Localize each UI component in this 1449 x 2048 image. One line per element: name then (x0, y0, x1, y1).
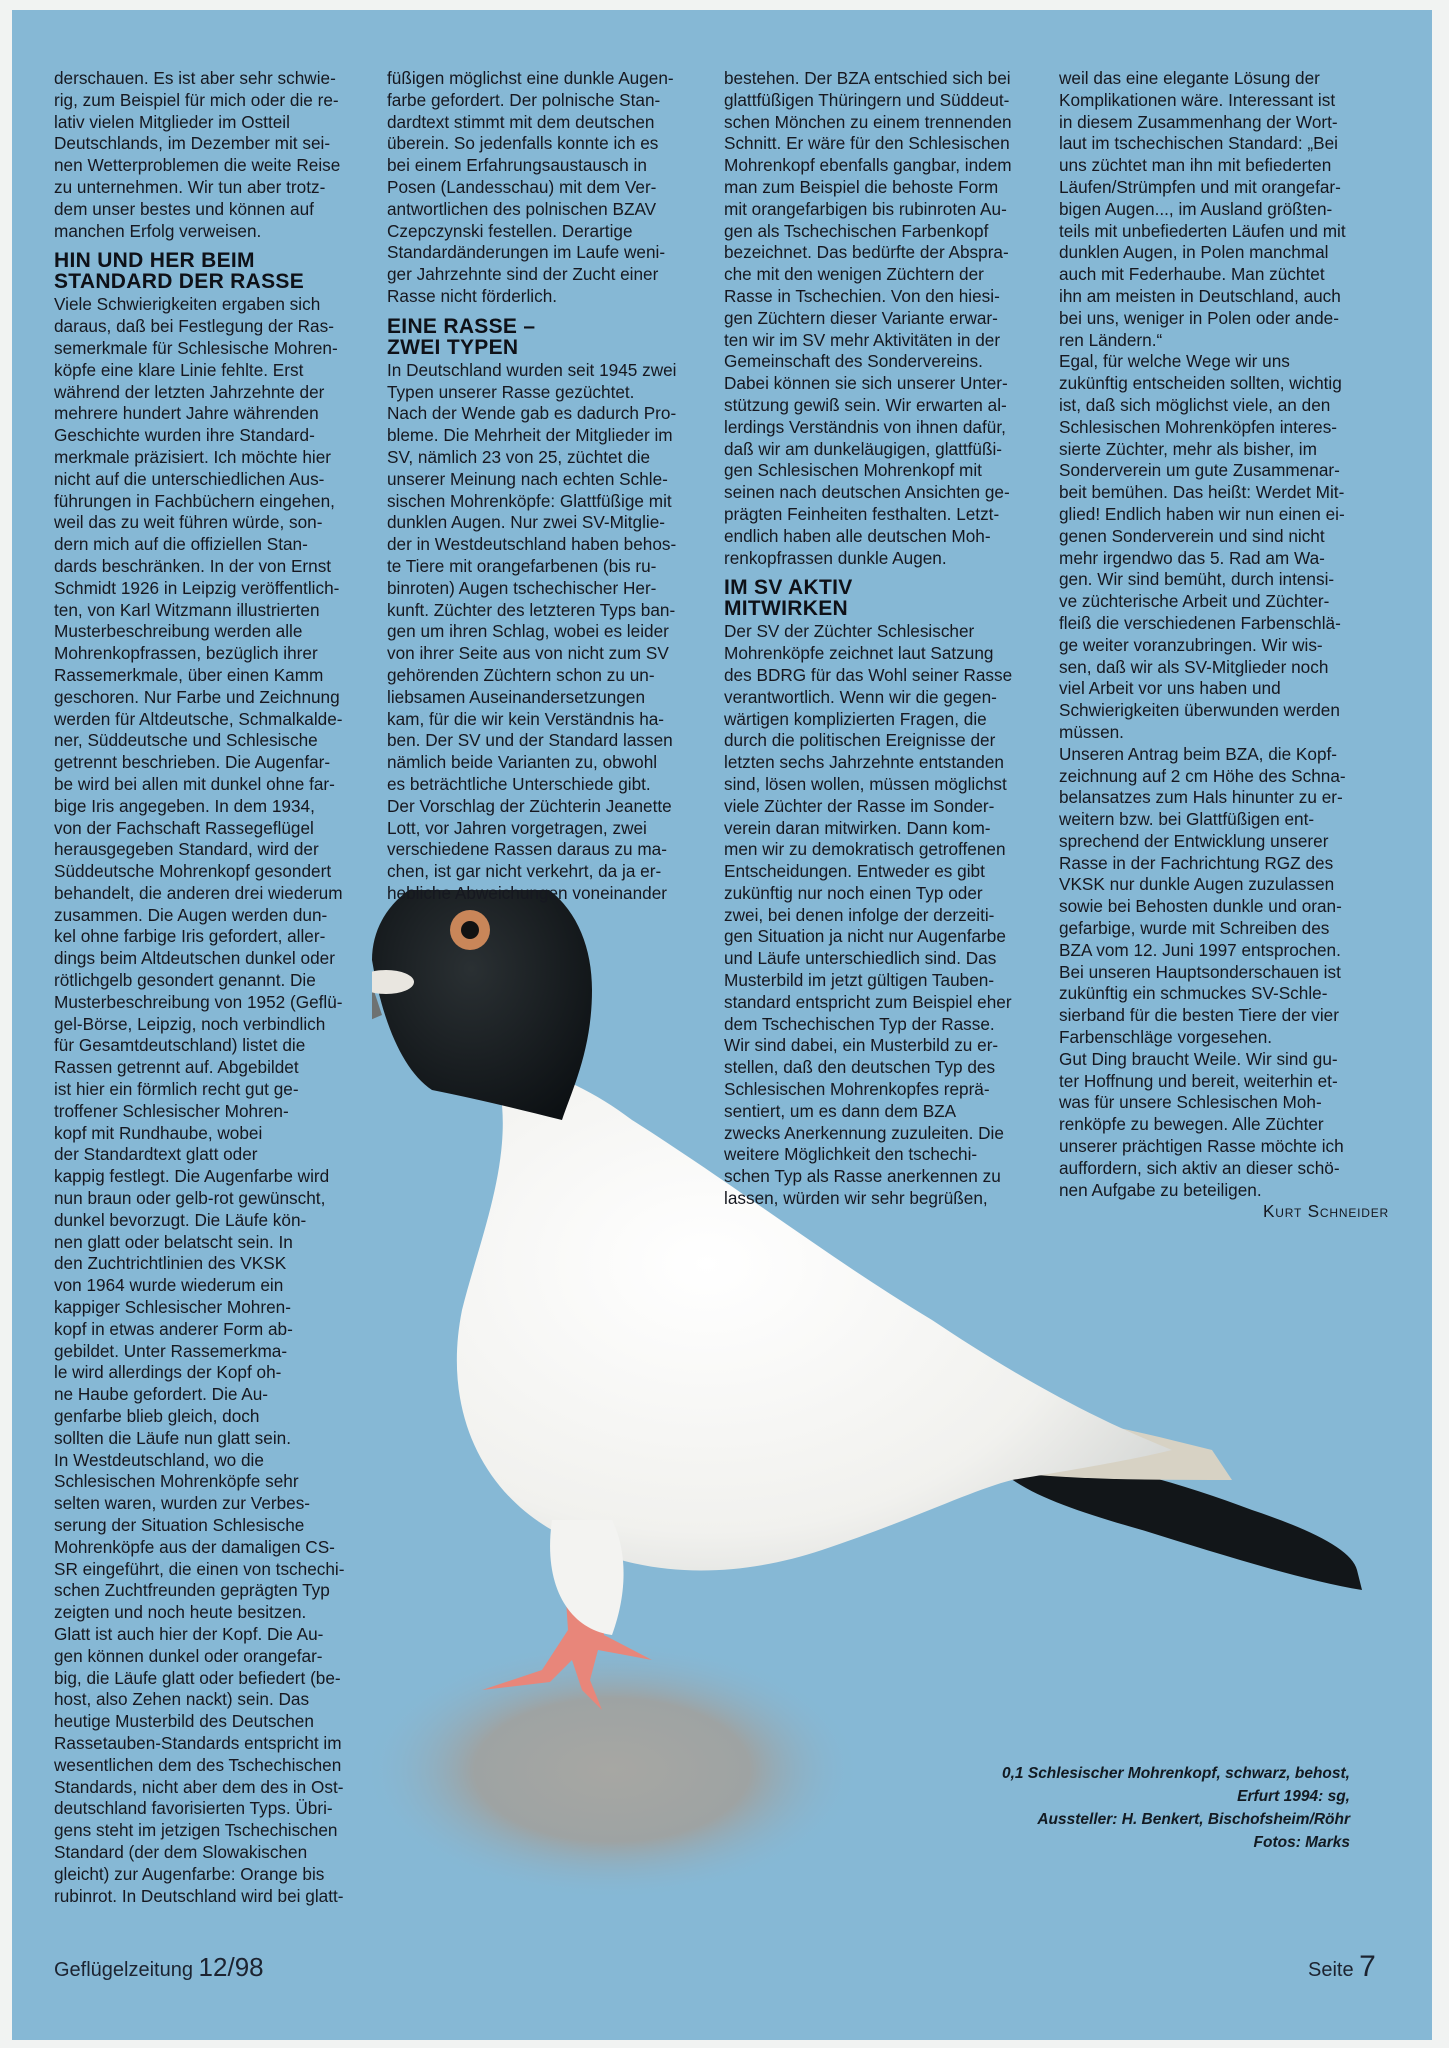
column-3-body: Der SV der Züchter Schlesischer Mohrenköpfe zeichnet laut Satzung des BDRG für das Wohl seiner Rasse verantwortlich. Wenn wir die gegen- wärtigen komplizierten Fragen, die durch die politischen Ereignisse der letzten sechs Jahrzehnte entstanden sind, lösen wollen, müssen möglichst viele Züchter der Rasse im Sonder- verein daran mitwirken. Dann kom- men wir zu demokratisch getroffenen Entscheidungen. Entweder es gibt zukünftig nur noch einen Typ oder zwei, bei denen infolge der derzeiti- gen Situation ja nicht nur Augenfarbe und Läufe unterschiedlich sind. Das Musterbild im jetzt gültigen Tauben- standard entspricht zum Beispiel eher dem Tschechischen Typ der Rasse. Wir sind dabei, ein Musterbild zu er- stellen, daß den deutschen Typ des Schlesischen Mohrenkopfes reprä- sentiert, um es dann dem BZA zwecks Anerkennung zuzuleiten. Die weitere Möglichkeit den tschechi- schen Typ als Rasse anerkennen zu lassen, würden wir sehr begrüßen, (724, 621, 1013, 1209)
column-4-body: weil das eine elegante Lösung der Komplikationen wäre. Interessant ist in diesem Zusammenhang der Wort- laut im tschechischen Standard: „Bei uns züchtet man ihn mit befiederten Läufen/Strümpfen und mit orangefar- bigen Augen..., im Ausland größten- teils mit unbefiederten Läufen und mit dunklen Augen, in Polen manchmal auch mit Federhaube. Man züchtet ihn am meisten in Deutschland, auch bei uns, weniger in Polen oder ande- ren Ländern.“ Egal, für welche Wege wir uns zukünftig entscheiden sollten, wichtig ist, daß sich möglichst viele, an den Schlesischen Mohrenköpfen interes- sierte Züchter, mehr als bisher, im Sonderverein um gute Zusammenar- beit bemühen. Das heißt: Werdet Mit- glied! Endlich haben wir nun einen ei- genen Sonderverein und sind nicht mehr irgendwo das 5. Rad am Wa- gen. Wir sind bemüht, durch intensi- ve züchterische Arbeit und Züchter- fleiß die verschiedenen Farbenschlä- ge weiter voranzubringen. Wir wis- sen, daß wir als SV-Mitglieder noch viel Arbeit vor uns haben und Schwierigkeiten überwunden werden müssen. Unseren Antrag beim BZA, die Kopf- zeichnung auf 2 cm Höhe des Schna- belansatzes zum Hals hinunter zu er- weitern bzw. bei Glattfüßigen ent- sprechend der Entwicklung unserer Rasse in der Fachrichtung RGZ des VKSK nur dunkle Augen zuzulassen sowie bei Behosten dunkle und oran- gefarbige, wurde mit Schreiben des BZA vom 12. Juni 1997 entsprochen. Bei unseren Hauptsonderschauen ist zukünftig ein schmuckes SV-Schle- sierband für die besten Tiere der vier Farbenschläge vorgesehen. Gut Ding braucht Weile. Wir sind gu- ter Hoffnung und bereit, weiterhin et- was für unsere Schlesischen Moh- renköpfe zu bewegen. Alle Züchter unserer prächtigen Rasse möchte ich auffordern, sich aktiv an dieser schö- nen Aufgabe zu beteiligen. (1059, 68, 1346, 1200)
magazine-name: Geflügelzeitung (54, 1959, 193, 1981)
column-1-intro: derschauen. Es ist aber sehr schwie- rig, zum Beispiel für mich oder die re- lativ vielen Mitglieder im Ostteil Deutschlands, im Dezember mit sei- nen Wetterproblemen die weite Reise zu unternehmen. Wir tun aber trotz- dem unser bestes und können auf manchen Erfolg verweisen. (54, 68, 341, 241)
leg-feathers (550, 1520, 623, 1635)
page-label: Seite (1308, 1959, 1354, 1981)
ground-shadow (372, 1640, 862, 1900)
photo-caption: 0,1 Schlesischer Mohrenkopf, schwarz, behost, Erfurt 1994: sg, Aussteller: H. Benkert, Bischofsheim/Röhr Fotos: Marks (1002, 1765, 1350, 1851)
issue-number: 12/98 (198, 1952, 264, 1982)
section-heading-standard: HIN UND HER BEIM STANDARD DER RASSE (54, 249, 305, 294)
column-2 (387, 68, 707, 905)
magazine-footer (54, 1952, 264, 1983)
column-1 (54, 68, 372, 1907)
page-number: 7 (1359, 1950, 1376, 1983)
author-name: Kurt Schneider (1262, 1201, 1389, 1222)
column-2-body: In Deutschland wurden seit 1945 zwei Typen unserer Rasse gezüchtet. Nach der Wende gab es dadurch Pro- bleme. Die Mehrheit der Mitglieder im SV, nämlich 23 von 25, züchtet die unserer Meinung nach echten Schle- sischen Mohrenköpfe: Glattfüßige mit dunklen Augen. Nur zwei SV-Mitglie- der in Westdeutschland haben behos- te Tiere mit orangefarbenen (bis ru- binroten) Augen tschechischer Her- kunft. Züchter des letzteren Typs ban- gen um ihren Schlag, wobei es leider von ihrer Seite aus von nicht zum SV gehörenden Züchtern schon zu un- liebsamen Auseinandersetzungen kam, für die wir kein Verständnis ha- ben. Der SV und der Standard lassen nämlich beide Varianten zu, obwohl es beträchtliche Unterschiede gibt. Der Vorschlag der Züchterin Jeanette Lott, vor Jahren vorgetragen, zwei verschiedene Rassen daraus zu ma- chen, ist gar nicht verkehrt, da ja er- hebliche Abweichungen voneinander (387, 359, 677, 903)
column-3 (724, 68, 1046, 1210)
column-3-intro: bestehen. Der BZA entschied sich bei glattfüßigen Thüringern und Süddeut- schen Mönchen zu einem trennenden Schnitt. Er wäre für den Schlesischen Mohrenkopf ebenfalls gangbar, indem man zum Beispiel die behoste Form mit orangefarbigen bis rubinroten Au- gen als Tschechischen Farbenkopf bezeichnet. Das bedürfte der Abspra- che mit den wenigen Züchtern der Rasse in Tschechien. Von den hiesi- gen Züchtern dieser Variante erwar- ten wir im SV mehr Aktivitäten in der Gemeinschaft des Sondervereins. Dabei können sie sich unserer Unter- stützung gewiß sein. Wir erwarten al- lerdings Verständnis von ihnen dafür, daß wir am dunkeläugigen, glattfüßi- gen Schlesischen Mohrenkopf mit seinen nach deutschen Ansichten ge- prägten Feinheiten festhalten. Letzt- endlich haben alle deutschen Moh- renkopfrassen dunkle Augen. (724, 68, 1012, 568)
section-heading-two-types: EINE RASSE – ZWEI TYPEN (387, 314, 536, 359)
column-4 (1059, 68, 1389, 1223)
page-footer (1308, 1950, 1376, 1984)
column-2-intro: füßigen möglichst eine dunkle Augen- farbe gefordert. Der polnische Stan- dardtext stimmt mit dem deutschen überein. So jedenfalls konnte ich es bei einem Erfahrungsaustausch in Posen (Landesschau) mit dem Ver- antwortlichen des polnischen BZAV Czepczynski festellen. Derartige Standardänderungen im Laufe weni- ger Jahrzehnte sind der Zucht einer Rasse nicht förderlich. (387, 68, 674, 306)
section-heading-sv-active: IM SV AKTIV MITWIRKEN (724, 576, 853, 621)
column-1-body: Viele Schwierigkeiten ergaben sich daraus, daß bei Festlegung der Ras- semerkmale für Schlesische Mohren- köpfe eine klare Linie fehlte. Erst während der letzten Jahrzehnte der mehrere hundert Jahre währenden Geschichte wurden ihre Standard- merkmale präzisiert. Ich möchte hier nicht auf die unterschiedlichen Aus- führungen in Fachbüchern eingehen, weil das zu weit führen würde, son- dern mich auf die offiziellen Stan- dards beschränken. In der von Ernst Schmidt 1926 in Leipzig veröffentlich- ten, von Karl Witzmann illustrierten Musterbeschreibung werden alle Mohrenkopfrassen, bezüglich ihrer Rassemerkmale, über einen Kamm geschoren. Nur Farbe und Zeichnung werden für Altdeutsche, Schmalkalde- ner, Süddeutsche und Schlesische getrennt beschrieben. Die Augenfar- be wird bei allen mit dunkel ohne far- bige Iris angegeben. In dem 1934, von der Fachschaft Rassegeflügel herausgegeben Standard, wird der Süddeutsche Mohrenkopf gesondert behandelt, die anderen drei wiederum zusammen. Die Augen werden dun- kel ohne farbige Iris gefordert, aller- dings beim Altdeutschen dunkel oder rötlichgelb gesondert genannt. Die Musterbeschreibung von 1952 (Geflü- gel-Börse, Leipzig, noch verbindlich für Gesamtdeutschland) listet die Rassen getrennt auf. Abgebildet ist hier ein förmlich recht gut ge- troffener Schlesischer Mohren- kopf mit Rundhaube, wobei der Standardtext glatt oder kappig festlegt. Die Augenfarbe wird nun braun oder gelb-rot gewünscht, dunkel bevorzugt. Die Läufe kön- nen glatt oder belatscht sein. In den Zuchtrichtlinien des VKSK von 1964 wurde wiederum ein kappiger Schlesischer Mohren- kopf in etwas anderer Form ab- gebildet. Unter Rassemerkma- le wird allerdings der Kopf oh- ne Haube gefordert. Die Au- genfarbe blieb gleich, doch sollten die Läufe nun glatt sein. In Westdeutschland, wo die Schlesischen Mohrenköpfe sehr selten waren, wurden zur Verbes- serung der Situation Schlesische Mohrenköpfe aus der damaligen CS- SR eingeführt, die einen von tschechi- schen Zuchtfreunden geprägten Typ zeigten und noch heute besitzen. Glatt ist auch hier der Kopf. Die Au- gen können dunkel oder orangefar- big, die Läufe glatt oder befiedert (be- host, also Zehen nackt) sein. Das heutige Musterbild des Deutschen Rassetauben-Standards entspricht im wesentlichen dem des Tschechischen Standards, nicht aber dem des in Ost- deutschland favorisierten Typs. Übri- gens steht im jetzigen Tschechischen Standard (der dem Slowakischen gleicht) zur Augenfarbe: Orange bis rubinrot. In Deutschland wird bei glatt- (54, 294, 345, 1906)
pupil (461, 921, 479, 939)
magazine-page (12, 10, 1432, 2040)
